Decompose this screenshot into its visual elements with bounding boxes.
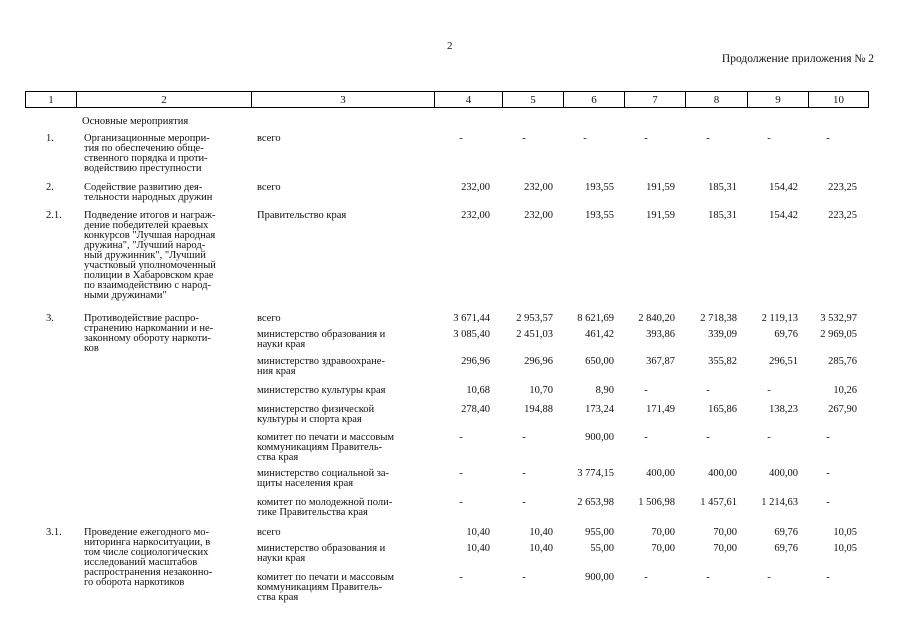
executor-label: министерство социальной за- щиты населения края: [257, 468, 390, 489]
executor-label: комитет по печати и массовым коммуникациям Правитель- ства края: [257, 572, 395, 603]
value-cell: -: [459, 133, 463, 144]
value-cell: 185,31: [708, 210, 737, 221]
value-cell: 70,00: [651, 527, 675, 538]
executor-label: Правительство края: [257, 210, 347, 221]
value-cell: 2 451,03: [516, 329, 553, 340]
value-cell: 10,68: [466, 385, 490, 396]
value-cell: 296,96: [461, 356, 490, 367]
value-cell: 10,05: [833, 527, 857, 538]
value-cell: 339,09: [708, 329, 737, 340]
value-cell: 191,59: [646, 210, 675, 221]
value-cell: 400,00: [646, 468, 675, 479]
value-cell: 400,00: [769, 468, 798, 479]
row-number: 2.: [46, 182, 54, 193]
value-cell: -: [522, 432, 526, 443]
executor-label: всего: [257, 182, 281, 193]
executor-label: всего: [257, 313, 281, 324]
value-cell: -: [767, 572, 771, 583]
activity-name: Проведение ежегодного мо- ниторинга наркоситуации, в том числе социологических исследований масштабов распространения незаконно- го оборота наркотиков: [84, 527, 213, 588]
activity-name: Подведение итогов и награж- дение победителей краевых конкурсов "Лучшая народная дружина", "Лучший народ- ный дружинник", "Лучший участковый уполномоченный полиции в Хабаровском крае по взаимодействию с народ- ными дружинами": [84, 210, 216, 301]
executor-label: министерство здравоохране- ния края: [257, 356, 385, 377]
value-cell: 138,23: [769, 404, 798, 415]
value-cell: 955,00: [585, 527, 614, 538]
activity-name: Противодействие распро- странению наркомании и не- законному обороту наркоти- ков: [84, 313, 214, 354]
value-cell: 393,86: [646, 329, 675, 340]
value-cell: 232,00: [524, 182, 553, 193]
value-cell: 154,42: [769, 210, 798, 221]
value-cell: 10,40: [529, 543, 553, 554]
value-cell: 2 840,20: [638, 313, 675, 324]
value-cell: 223,25: [828, 210, 857, 221]
value-cell: 55,00: [590, 543, 614, 554]
value-cell: 70,00: [713, 527, 737, 538]
value-cell: -: [459, 468, 463, 479]
value-cell: -: [826, 133, 830, 144]
table-body: [25, 108, 868, 640]
value-cell: 1 506,98: [638, 497, 675, 508]
value-cell: -: [706, 133, 710, 144]
value-cell: -: [826, 497, 830, 508]
header-col-7: 7: [625, 92, 686, 108]
value-cell: -: [767, 432, 771, 443]
value-cell: 232,00: [461, 210, 490, 221]
value-cell: 69,76: [774, 527, 798, 538]
value-cell: 69,76: [774, 543, 798, 554]
value-cell: 3 085,40: [453, 329, 490, 340]
row-number: 3.1.: [46, 527, 62, 538]
value-cell: 267,90: [828, 404, 857, 415]
value-cell: 2 119,13: [761, 313, 798, 324]
header-col-10: 10: [809, 92, 869, 108]
section-title: Основные мероприятия: [82, 116, 189, 127]
value-cell: 10,70: [529, 385, 553, 396]
value-cell: 185,31: [708, 182, 737, 193]
value-cell: 10,40: [529, 527, 553, 538]
row-number: 3.: [46, 313, 54, 324]
value-cell: 165,86: [708, 404, 737, 415]
value-cell: 461,42: [585, 329, 614, 340]
row-number: 1.: [46, 133, 54, 144]
value-cell: 650,00: [585, 356, 614, 367]
executor-label: всего: [257, 133, 281, 144]
value-cell: -: [583, 133, 587, 144]
value-cell: 3 774,15: [577, 468, 614, 479]
value-cell: 10,40: [466, 543, 490, 554]
activity-name: Содействие развитию дея- тельности народных дружин: [84, 182, 213, 203]
value-cell: -: [644, 133, 648, 144]
value-cell: -: [522, 572, 526, 583]
value-cell: 223,25: [828, 182, 857, 193]
page-number: 2: [447, 40, 453, 52]
value-cell: 232,00: [524, 210, 553, 221]
executor-label: министерство культуры края: [257, 385, 386, 396]
value-cell: 1 214,63: [761, 497, 798, 508]
activity-name: Организационные меропри- тия по обеспечению обще- ственного порядка и проти- водействию преступности: [84, 133, 210, 174]
value-cell: -: [644, 432, 648, 443]
value-cell: 900,00: [585, 572, 614, 583]
value-cell: 1 457,61: [700, 497, 737, 508]
value-cell: 10,05: [833, 543, 857, 554]
value-cell: 8 621,69: [577, 313, 614, 324]
value-cell: 2 653,98: [577, 497, 614, 508]
value-cell: 2 953,57: [516, 313, 553, 324]
value-cell: 10,26: [833, 385, 857, 396]
value-cell: -: [706, 385, 710, 396]
value-cell: -: [706, 572, 710, 583]
executor-label: министерство образования и науки края: [257, 329, 386, 350]
value-cell: 2 969,05: [820, 329, 857, 340]
value-cell: 3 532,97: [820, 313, 857, 324]
header-col-5: 5: [503, 92, 564, 108]
value-cell: -: [644, 385, 648, 396]
value-cell: 285,76: [828, 356, 857, 367]
value-cell: -: [826, 572, 830, 583]
value-cell: 191,59: [646, 182, 675, 193]
header-col-6: 6: [564, 92, 625, 108]
value-cell: -: [459, 432, 463, 443]
value-cell: -: [459, 497, 463, 508]
value-cell: -: [767, 133, 771, 144]
value-cell: 70,00: [651, 543, 675, 554]
row-number: 2.1.: [46, 210, 62, 221]
value-cell: -: [644, 572, 648, 583]
value-cell: 154,42: [769, 182, 798, 193]
executor-label: министерство физической культуры и спорта края: [257, 404, 375, 425]
value-cell: 171,49: [646, 404, 675, 415]
value-cell: -: [522, 497, 526, 508]
header-col-1: 1: [26, 92, 77, 108]
value-cell: 69,76: [774, 329, 798, 340]
value-cell: -: [767, 385, 771, 396]
value-cell: 296,51: [769, 356, 798, 367]
continuation-label: Продолжение приложения № 2: [721, 53, 874, 65]
value-cell: 3 671,44: [453, 313, 490, 324]
executor-label: комитет по печати и массовым коммуникациям Правитель- ства края: [257, 432, 395, 463]
table-header: [25, 91, 869, 108]
value-cell: 232,00: [461, 182, 490, 193]
value-cell: 8,90: [595, 385, 614, 396]
value-cell: 355,82: [708, 356, 737, 367]
value-cell: 193,55: [585, 210, 614, 221]
value-cell: 194,88: [524, 404, 553, 415]
value-cell: 173,24: [585, 404, 614, 415]
header-col-3: 3: [252, 92, 435, 108]
value-cell: -: [826, 468, 830, 479]
executor-label: всего: [257, 527, 281, 538]
executor-label: комитет по молодежной поли- тике Правительства края: [257, 497, 393, 518]
value-cell: 10,40: [466, 527, 490, 538]
value-cell: 278,40: [461, 404, 490, 415]
value-cell: -: [522, 133, 526, 144]
value-cell: 193,55: [585, 182, 614, 193]
value-cell: 367,87: [646, 356, 675, 367]
value-cell: 296,96: [524, 356, 553, 367]
value-cell: 900,00: [585, 432, 614, 443]
header-col-8: 8: [686, 92, 748, 108]
header-col-9: 9: [748, 92, 809, 108]
value-cell: -: [706, 432, 710, 443]
value-cell: -: [522, 468, 526, 479]
value-cell: -: [459, 572, 463, 583]
value-cell: 2 718,38: [700, 313, 737, 324]
value-cell: 400,00: [708, 468, 737, 479]
value-cell: -: [826, 432, 830, 443]
value-cell: 70,00: [713, 543, 737, 554]
header-col-2: 2: [77, 92, 252, 108]
header-col-4: 4: [435, 92, 503, 108]
executor-label: министерство образования и науки края: [257, 543, 386, 564]
